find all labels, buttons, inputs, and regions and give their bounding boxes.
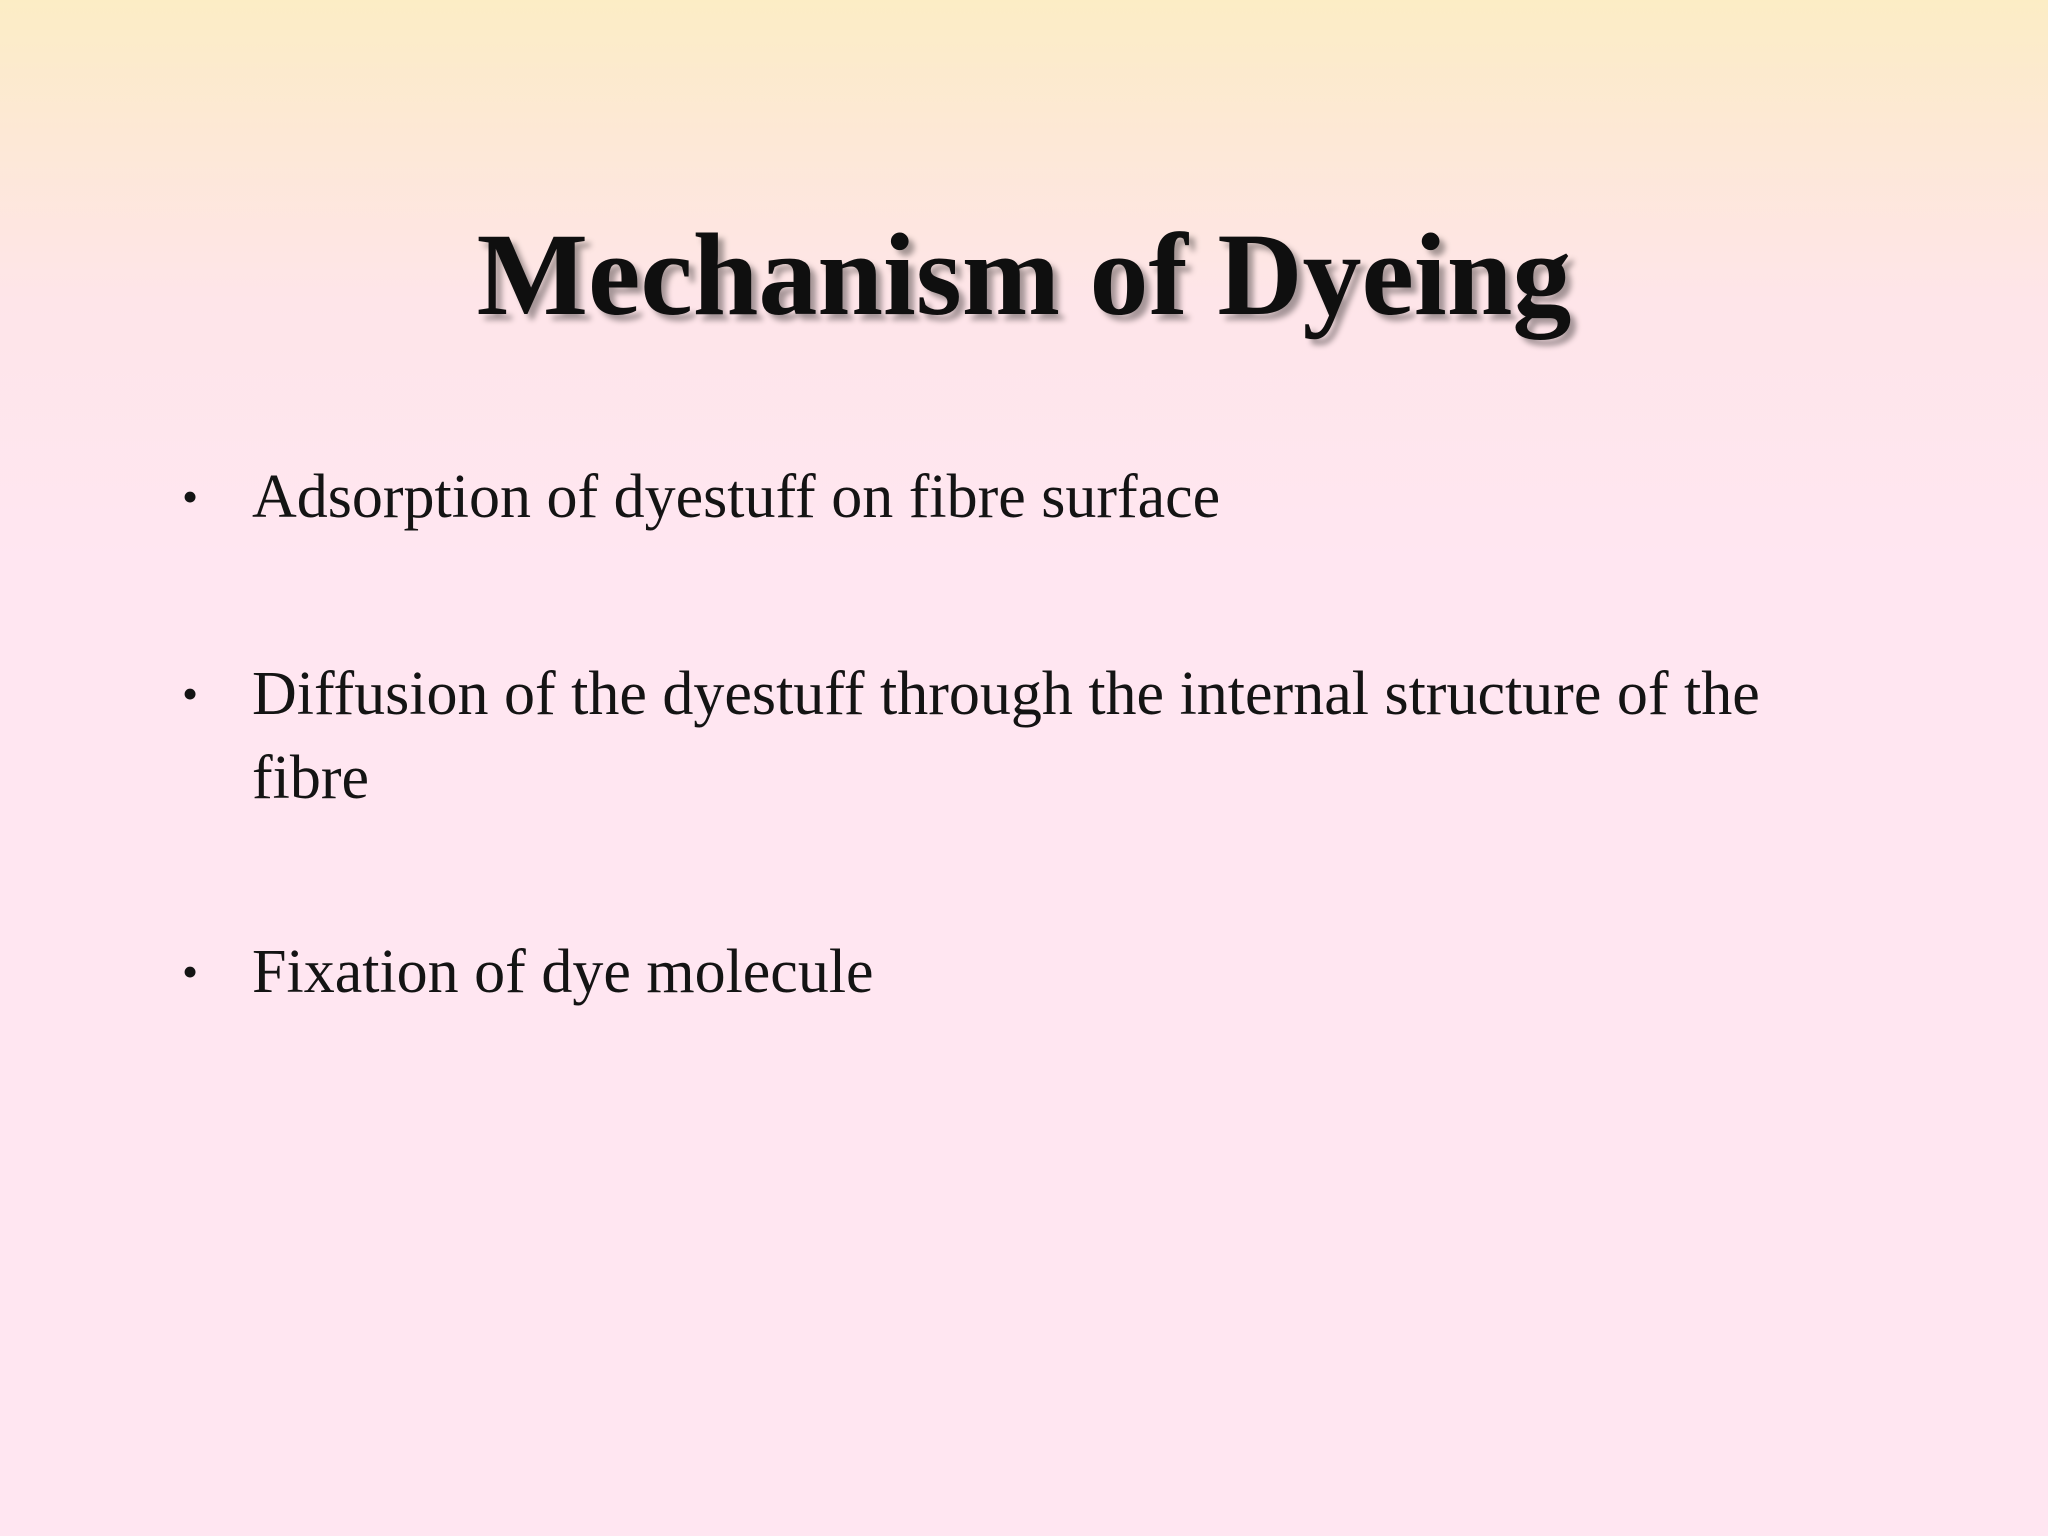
bullet-text: Fixation of dye molecule [252,938,874,1006]
bullet-marker: • [181,946,199,997]
bullet-marker: • [181,668,199,719]
bullet-marker: • [181,471,199,522]
bullet-text: Diffusion of the dyestuff through the internal structure of the fibre [252,660,1760,812]
bullet-text: Adsorption of dyestuff on fibre surface [252,463,1221,531]
slide-title: Mechanism of Dyeing [476,209,1572,340]
